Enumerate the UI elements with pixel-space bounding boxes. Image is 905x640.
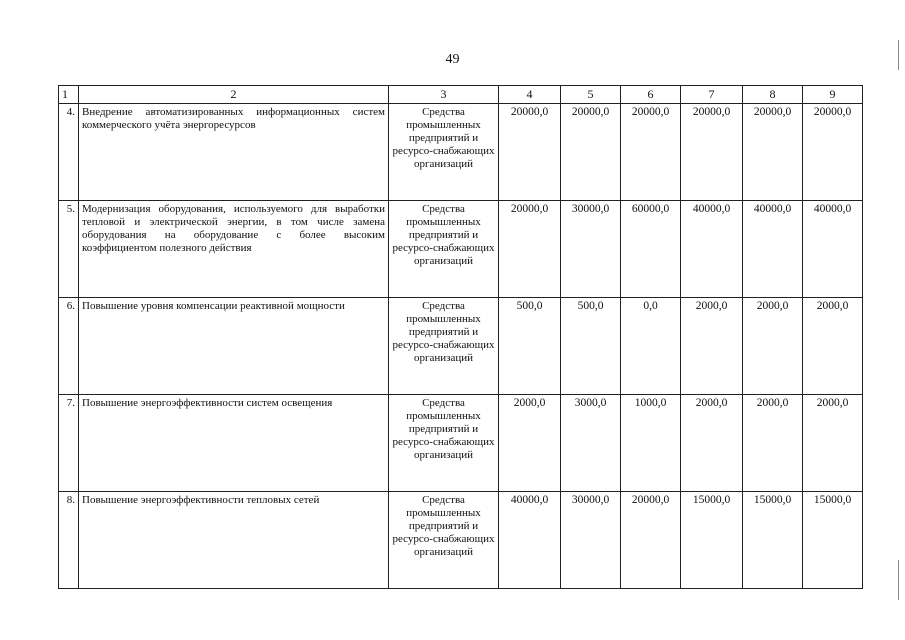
value-cell: 20000,0 bbox=[803, 104, 863, 201]
table-row bbox=[59, 104, 863, 201]
value-cell: 500,0 bbox=[499, 298, 561, 395]
row-number: 7. bbox=[59, 395, 79, 492]
value-cell: 20000,0 bbox=[681, 104, 743, 201]
value-cell: 2000,0 bbox=[743, 395, 803, 492]
value-cell: 2000,0 bbox=[743, 298, 803, 395]
value-cell: 20000,0 bbox=[561, 104, 621, 201]
value-cell: 2000,0 bbox=[681, 395, 743, 492]
scan-edge-mark bbox=[898, 40, 899, 70]
measure-description: Модернизация оборудования, используемого для выработки тепловой и электрической энергии, в том числе замена оборудования на оборудование с более высоким коэффициентом полезного действия bbox=[79, 201, 389, 298]
header-cell: 2 bbox=[79, 86, 389, 104]
header-cell: 8 bbox=[743, 86, 803, 104]
value-cell: 20000,0 bbox=[743, 104, 803, 201]
table-row bbox=[59, 298, 863, 395]
header-cell: 7 bbox=[681, 86, 743, 104]
value-cell: 15000,0 bbox=[743, 492, 803, 589]
value-cell: 40000,0 bbox=[803, 201, 863, 298]
measure-description: Внедрение автоматизированных информационных систем коммерческого учёта энергоресурсов bbox=[79, 104, 389, 201]
value-cell: 0,0 bbox=[621, 298, 681, 395]
value-cell: 20000,0 bbox=[621, 492, 681, 589]
value-cell: 20000,0 bbox=[621, 104, 681, 201]
measure-description: Повышение уровня компенсации реактивной мощности bbox=[79, 298, 389, 395]
value-cell: 500,0 bbox=[561, 298, 621, 395]
value-cell: 15000,0 bbox=[681, 492, 743, 589]
header-cell: 9 bbox=[803, 86, 863, 104]
row-number: 8. bbox=[59, 492, 79, 589]
measure-description: Повышение энергоэффективности систем освещения bbox=[79, 395, 389, 492]
value-cell: 2000,0 bbox=[681, 298, 743, 395]
funding-source: Средства промышленных предприятий и ресурсо-снабжающих организаций bbox=[389, 201, 499, 298]
scan-edge-mark bbox=[898, 560, 899, 600]
value-cell: 2000,0 bbox=[803, 298, 863, 395]
funding-source: Средства промышленных предприятий и ресурсо-снабжающих организаций bbox=[389, 104, 499, 201]
value-cell: 2000,0 bbox=[499, 395, 561, 492]
funding-source: Средства промышленных предприятий и ресурсо-снабжающих организаций bbox=[389, 492, 499, 589]
table-row bbox=[59, 395, 863, 492]
value-cell: 3000,0 bbox=[561, 395, 621, 492]
header-cell: 6 bbox=[621, 86, 681, 104]
value-cell: 15000,0 bbox=[803, 492, 863, 589]
value-cell: 20000,0 bbox=[499, 104, 561, 201]
row-number: 5. bbox=[59, 201, 79, 298]
row-number: 4. bbox=[59, 104, 79, 201]
value-cell: 40000,0 bbox=[499, 492, 561, 589]
measure-description: Повышение энергоэффективности тепловых сетей bbox=[79, 492, 389, 589]
header-cell: 4 bbox=[499, 86, 561, 104]
value-cell: 30000,0 bbox=[561, 492, 621, 589]
value-cell: 40000,0 bbox=[681, 201, 743, 298]
header-cell: 1 bbox=[59, 86, 79, 104]
value-cell: 20000,0 bbox=[499, 201, 561, 298]
page-number: 49 bbox=[445, 52, 460, 67]
value-cell: 1000,0 bbox=[621, 395, 681, 492]
value-cell: 30000,0 bbox=[561, 201, 621, 298]
table-row bbox=[59, 201, 863, 298]
row-number: 6. bbox=[59, 298, 79, 395]
value-cell: 2000,0 bbox=[803, 395, 863, 492]
header-cell: 5 bbox=[561, 86, 621, 104]
measures-table bbox=[58, 85, 863, 589]
value-cell: 60000,0 bbox=[621, 201, 681, 298]
funding-source: Средства промышленных предприятий и ресурсо-снабжающих организаций bbox=[389, 298, 499, 395]
value-cell: 40000,0 bbox=[743, 201, 803, 298]
header-cell: 3 bbox=[389, 86, 499, 104]
funding-source: Средства промышленных предприятий и ресурсо-снабжающих организаций bbox=[389, 395, 499, 492]
table-header-row bbox=[59, 86, 863, 104]
table-row bbox=[59, 492, 863, 589]
